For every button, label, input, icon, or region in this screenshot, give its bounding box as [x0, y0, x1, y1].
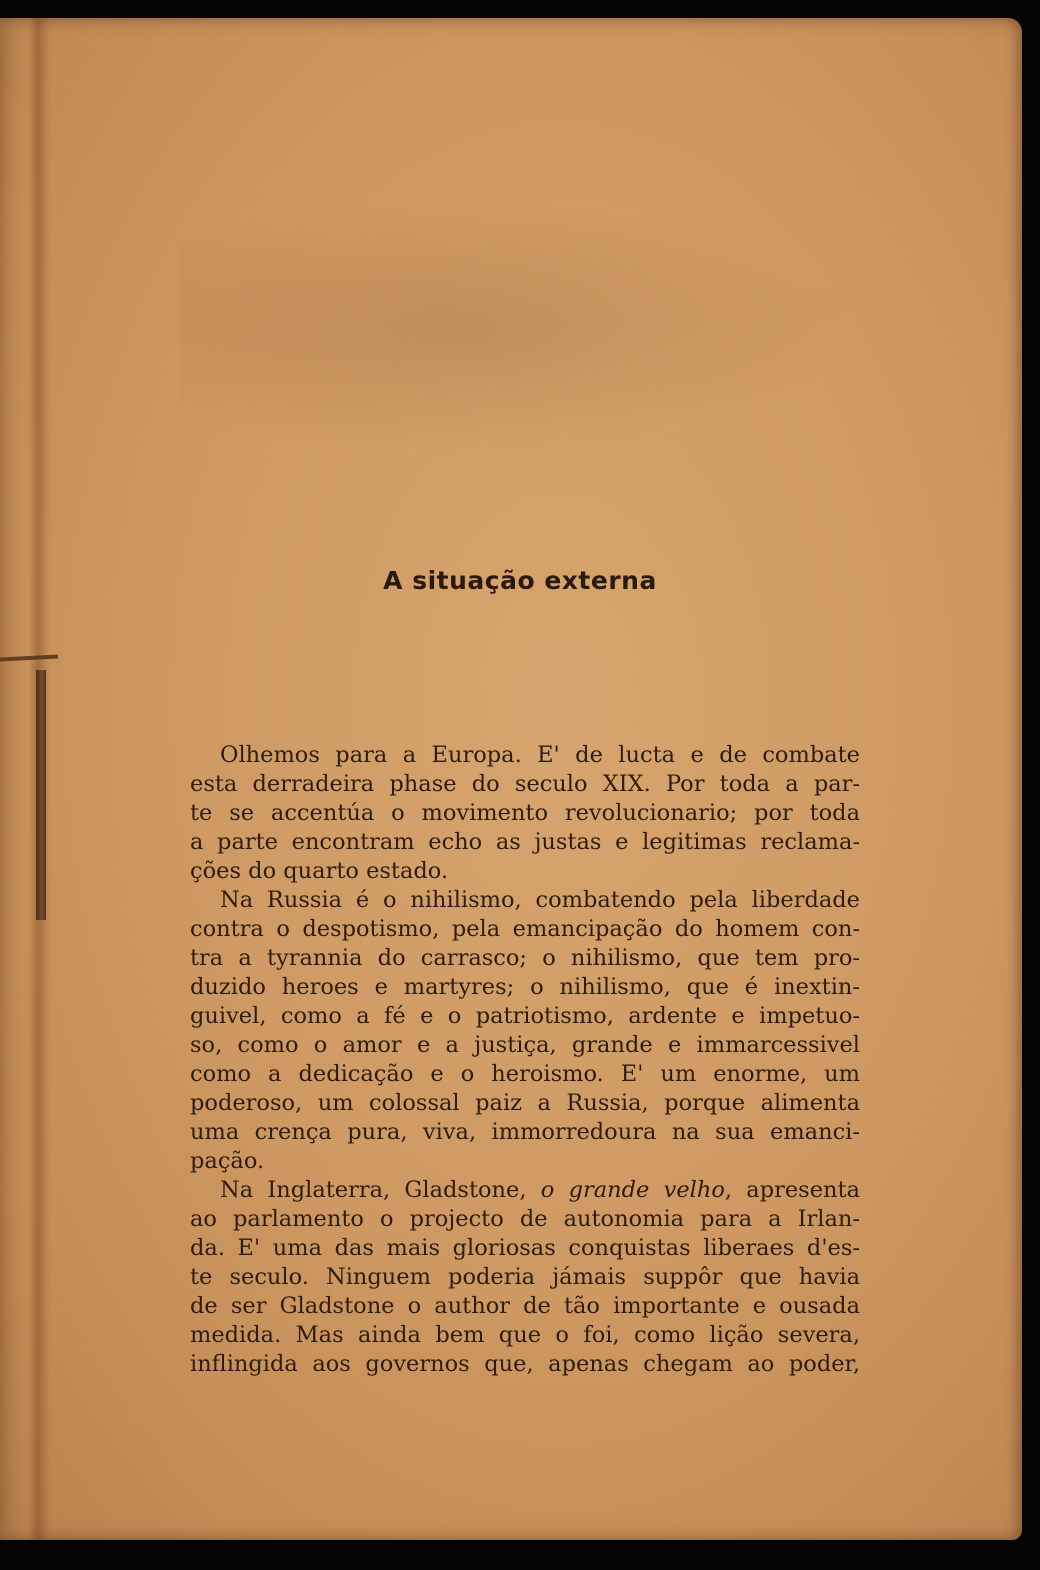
- text-line: da. E' uma das mais gloriosas conquistas liberaes d'es-: [190, 1235, 860, 1261]
- show-through-stain: [180, 198, 860, 458]
- text-line: Olhemos para a Europa. E' de lucta e de combate: [220, 742, 860, 768]
- text-line: Na Inglaterra, Gladstone, o grande velho, apresenta: [220, 1177, 860, 1203]
- text-line: medida. Mas ainda bem que o foi, como lição severa,: [190, 1322, 860, 1348]
- text-line: ao parlamento o projecto de autonomia para a Irlan-: [190, 1206, 860, 1232]
- binding-stitch: [36, 670, 46, 920]
- text-line: tra a tyrannia do carrasco; o nihilismo, que tem pro-: [190, 945, 860, 971]
- text-line: a parte encontram echo as justas e legitimas reclama-: [190, 829, 860, 855]
- text-line: guivel, como a fé e o patriotismo, ardente e impetuo-: [190, 1003, 860, 1029]
- text-line: te seculo. Ninguem poderia jámais suppôr que havia: [190, 1264, 860, 1290]
- text-line: de ser Gladstone o author de tão importante e ousada: [190, 1293, 860, 1319]
- text-line: pação.: [190, 1148, 265, 1174]
- text-line: contra o despotismo, pela emancipação do homem con-: [190, 916, 860, 942]
- text-line: esta derradeira phase do seculo XIX. Por toda a par-: [190, 771, 860, 797]
- chapter-title: A situação externa: [383, 566, 657, 595]
- text-line: ções do quarto estado.: [190, 858, 449, 884]
- text-line: te se accentúa o movimento revolucionario; por toda: [190, 800, 860, 826]
- text-line: so, como o amor e a justiça, grande e immarcessivel: [190, 1032, 860, 1058]
- italic-phrase: o grande velho: [540, 1177, 725, 1203]
- text-line: inflingida aos governos que, apenas chegam ao poder,: [190, 1351, 860, 1377]
- text-line: Na Russia é o nihilismo, combatendo pela liberdade: [220, 887, 860, 913]
- text-line: duzido heroes e martyres; o nihilismo, que é inextin-: [190, 974, 860, 1000]
- body-text: [190, 741, 860, 1379]
- text-line: poderoso, um colossal paiz a Russia, porque alimenta: [190, 1090, 860, 1116]
- text-line: uma crença pura, viva, immorredoura na sua emanci-: [190, 1119, 860, 1145]
- text-line: como a dedicação e o heroismo. E' um enorme, um: [190, 1061, 860, 1087]
